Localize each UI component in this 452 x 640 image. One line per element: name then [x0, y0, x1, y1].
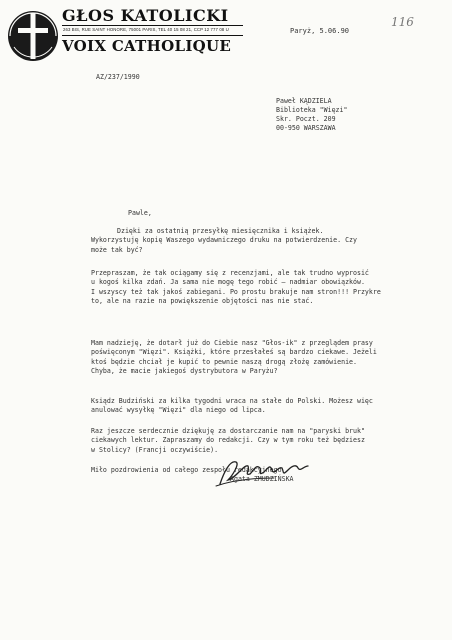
paragraph	[91, 397, 373, 416]
paragraph-line: Chyba, że macie jakiegoś dystrybutora w Paryżu?	[91, 367, 278, 376]
reference-number: AZ/237/1990	[96, 73, 140, 81]
paragraph-line: anulować wysyłkę "Więzi" dla niego od lipca.	[91, 406, 266, 415]
letterhead-title-french: VOIX CATHOLIQUE	[62, 37, 232, 55]
handwritten-signature	[214, 450, 324, 490]
paragraph-line: I wszyscy też tak jakoś zabiegani. Po prostu brakuje nam stron!!! Przykre	[91, 287, 381, 296]
place-date: Paryż, 5.06.90	[290, 27, 350, 35]
paragraph-line: w Stolicy? (Francji oczywiście).	[91, 445, 219, 454]
letterhead-title-polish: GŁOS KATOLICKI	[62, 6, 229, 25]
recipient-line: Biblioteka "Więzi"	[276, 106, 348, 114]
paragraph-line: poświęconym "Więzi". Książki, które przesłałeś są bardzo ciekawe. Jeżeli	[91, 348, 377, 357]
letterhead-rule-bottom	[62, 35, 243, 36]
recipient-address	[276, 97, 347, 133]
cross-globe-logo-icon	[6, 9, 60, 63]
paragraph-line: ciekawych lektur. Zapraszamy do redakcji. Czy w tym roku też będziesz	[91, 436, 365, 445]
paragraph-line: może tak być?	[91, 245, 143, 254]
paragraph	[91, 227, 357, 255]
paragraph-line: Przepraszam, że tak ociągamy się z recenzjami, ale tak trudno wyprosić	[91, 269, 369, 277]
paragraph	[91, 339, 377, 377]
signer-name: Agata ZMUDZIŃSKA	[230, 475, 294, 483]
paragraph-line: to, ale na razie na powiększenie objętości nas nie stać.	[91, 297, 314, 306]
paragraph-line: Wykorzystuję kopię Waszego wydawniczego druku na potwierdzenie. Czy	[91, 236, 357, 245]
recipient-line: Paweł KĄDZIELA	[276, 97, 332, 105]
closing-line: Miło pozdrowienia od całego zespołu redakcyjnego	[91, 466, 282, 474]
paragraph-line: u kogoś kilka zdań. Ja sama nie mogę tego robić – nadmiar obowiązków.	[91, 278, 365, 287]
paragraph-line: Dzięki za ostatnią przesyłkę miesięcznika i książek.	[117, 227, 324, 235]
paragraph-line: ktoś będzie chciał je kupić to pewnie naszą drogą złożę zamówienie.	[91, 357, 357, 366]
letterhead-rule-top	[62, 25, 243, 26]
paragraph-line: Ksiądz Budziński za kilka tygodni wraca na stałe do Polski. Możesz więc	[91, 397, 373, 405]
greeting: Pawle,	[128, 209, 152, 217]
recipient-line: Skr. Poczt. 209	[276, 115, 336, 123]
letterhead-address: 263 BIS, RUE SAINT HONORE, 75001 PARIS, TEL 40 15 08 21, CCP 12 777 08 U	[63, 27, 229, 32]
paragraph-line: Mam nadzieję, że dotarł już do Ciebie nasz "Głos-ik" z przeglądem prasy	[91, 339, 373, 347]
paragraph	[91, 269, 381, 307]
recipient-line: 00-950 WARSZAWA	[276, 124, 336, 132]
paragraph-line: Raz jeszcze serdecznie dziękuję za dostarczanie nam na "paryski bruk"	[91, 427, 365, 435]
handwritten-page-number: 116	[391, 15, 414, 29]
